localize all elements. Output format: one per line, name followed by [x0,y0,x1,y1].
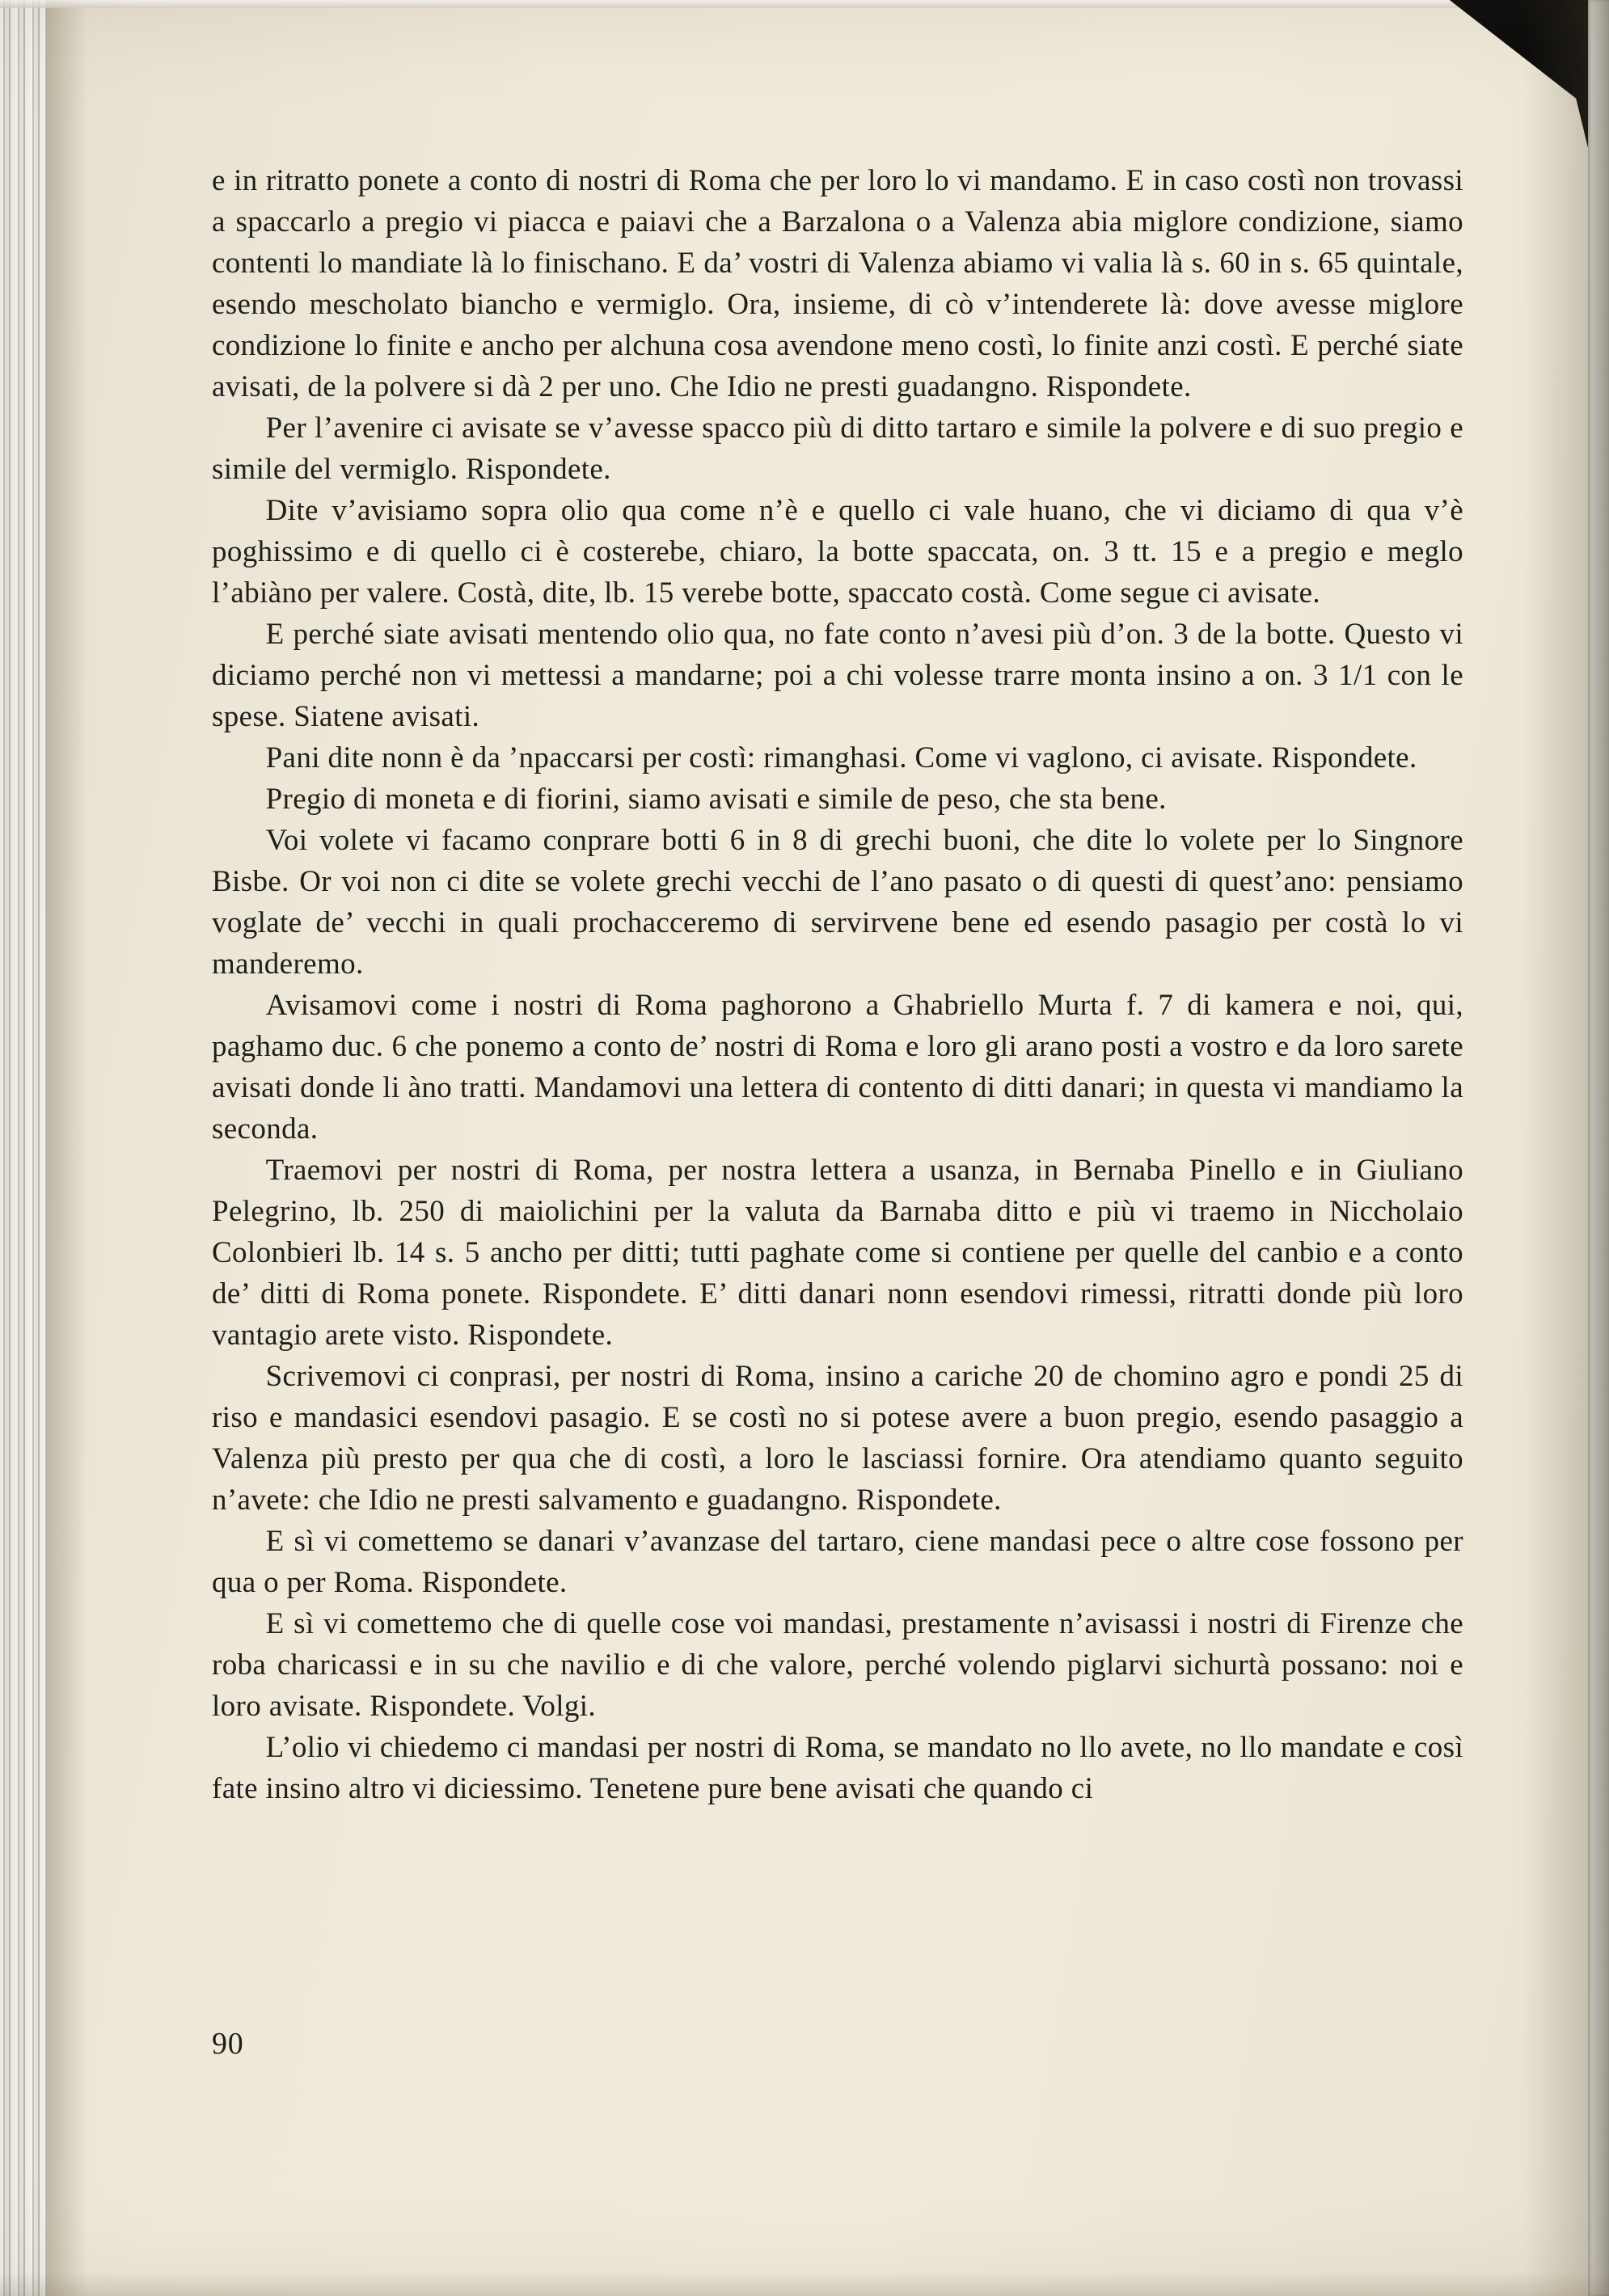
paragraph: L’olio vi chiedemo ci mandasi per nostri di Roma, se mandato no llo avete, no llo mandate e così fate insino altro vi diciessimo. Tenetene pure bene avisati che quando ci [212,1731,1463,1805]
paragraph: E sì vi comettemo che di quelle cose voi mandasi, prestamente n’avisassi i nostri di Firenze che roba charicassi e in su che navilio e di che valore, perché volendo piglarvi sichurtà possano: noi e loro avisate. Rispondete. Volgi. [212,1607,1463,1723]
paragraph: Voi volete vi facamo conprare botti 6 in 8 di grechi buoni, che dite lo volete per lo Singnore Bisbe. Or voi non ci dite se volete grechi vecchi de l’ano pasato o di questi di quest’ano: pensiamo voglate de’ vecchi in quali prochacceremo di servirvene bene ed esendo pasagio per costà lo vi manderemo. [212,824,1463,981]
paragraph: Pani dite nonn è da ’npaccarsi per costì: rimanghasi. Come vi vaglono, ci avisate. Rispondete. [265,741,1417,774]
paragraph: Traemovi per nostri di Roma, per nostra lettera a usanza, in Bernaba Pinello e in Giuliano Pelegrino, lb. 250 di maiolichini per la valuta da Barnaba ditto e più vi traemo in Niccholaio Colonbieri lb. 14 s. 5 ancho per ditti; tutti paghate come si contiene per quelle del canbio e a conto de’ ditti di Roma ponete. Rispondete. E’ ditti danari nonn esendovi rimessi, ritratti donde più loro vantagio arete visto. Rispondete. [212,1154,1463,1352]
paragraph: Dite v’avisiamo sopra olio qua come n’è e quello ci vale huano, che vi diciamo di qua v’è poghissimo e di quello ci è costerebe, chiaro, la botte spaccata, on. 3 tt. 15 e a pregio e meglo l’abiàno per valere. Costà, dite, lb. 15 verebe botte, spaccato costà. Come segue ci avisate. [212,494,1463,610]
top-page-edge [0,0,1609,8]
page-curl-shadow [1523,0,1588,2296]
gutter-shadow [45,0,87,2296]
paragraph: e in ritratto ponete a conto di nostri di Roma che per loro lo vi mandamo. E in caso costì non trovassi a spaccarlo a pregio vi piacca e paiavi che a Barzalona o a Valenza abia miglore condizione, siamo contenti lo mandiate là lo finischano. E da’ vostri di Valenza abiamo vi valia là s. 60 in s. 65 quintale, esendo mescholato biancho e vermiglo. Ora, insieme, di cò v’intenderete là: dove avesse miglore condizione lo finite e ancho per alchuna cosa avendone meno costì, lo finite anzi costì. E perché siate avisati, de la polvere si dà 2 per uno. Che Idio ne presti guadangno. Rispondete. [212,164,1463,403]
text-block [212,160,1463,1809]
paragraph: E sì vi comettemo se danari v’avanzase del tartaro, ciene mandasi pece o altre cose fossono per qua o per Roma. Rispondete. [212,1525,1463,1599]
paragraph: Avisamovi come i nostri di Roma paghorono a Ghabriello Murta f. 7 di kamera e noi, qui, paghamo duc. 6 che ponemo a conto de’ nostri di Roma e loro gli arano posti a vostro e da loro sarete avisati donde li àno tratti. Mandamovi una lettera di contento di ditti danari; in questa vi mandiamo la seconda. [212,989,1463,1146]
right-page-edge [1588,0,1609,2296]
paragraph: Pregio di moneta e di fiorini, siamo avisati e simile de peso, che sta bene. [265,783,1167,816]
page-edge-stripes [0,0,45,2296]
paragraph: E perché siate avisati mentendo olio qua, no fate conto n’avesi più d’on. 3 de la botte. Questo vi diciamo perché non vi mettessi a mandarne; poi a chi volesse trarre monta insino a on. 3 1/1 con le spese. Siatene avisati. [212,618,1463,733]
bottom-page-shadow [0,2272,1609,2296]
page-number: 90 [212,2027,244,2061]
paragraph: Scrivemovi ci conprasi, per nostri di Roma, insino a cariche 20 de chomino agro e pondi 25 di riso e mandasici esendovi pasagio. E se costì no si potese avere a buon pregio, esendo pasaggio a Valenza più presto per qua che di costì, a loro le lasciassi fornire. Ora atendiamo quanto seguito n’avete: che Idio ne presti salvamento e guadangno. Rispondete. [212,1360,1463,1517]
paragraph: Per l’avenire ci avisate se v’avesse spacco più di ditto tartaro e simile la polvere e di suo pregio e simile del vermiglo. Rispondete. [212,412,1463,486]
